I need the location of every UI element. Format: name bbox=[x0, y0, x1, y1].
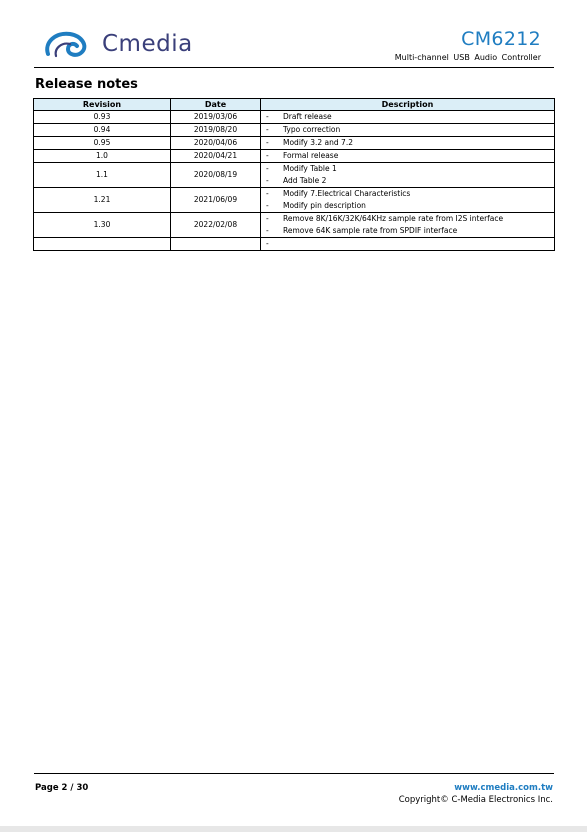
column-header-date: Date bbox=[171, 99, 261, 111]
date-cell: 2020/08/19 bbox=[171, 163, 261, 188]
description-cell bbox=[261, 111, 555, 124]
description-cell bbox=[261, 213, 555, 238]
description-text: Remove 64K sample rate from SPDIF interface bbox=[283, 226, 458, 235]
description-cell bbox=[261, 163, 555, 188]
logo-text: Cmedia bbox=[102, 31, 193, 57]
page-bottom-edge bbox=[0, 826, 587, 832]
description-item bbox=[266, 137, 554, 149]
website-link[interactable]: www.cmedia.com.tw bbox=[454, 783, 553, 793]
date-cell: 2019/03/06 bbox=[171, 111, 261, 124]
bullet-dash: - bbox=[266, 112, 269, 121]
description-cell bbox=[261, 137, 555, 150]
table-row bbox=[34, 137, 555, 150]
revision-cell bbox=[34, 238, 171, 251]
revision-cell: 1.30 bbox=[34, 213, 171, 238]
description-text: Modify 7.Electrical Characteristics bbox=[283, 189, 411, 198]
description-item bbox=[266, 150, 554, 162]
description-text: Formal release bbox=[283, 151, 339, 160]
description-item bbox=[266, 188, 554, 200]
column-header-description: Description bbox=[261, 99, 555, 111]
release-notes-table bbox=[33, 98, 555, 251]
table-row bbox=[34, 213, 555, 238]
description-item bbox=[266, 200, 554, 212]
description-cell bbox=[261, 150, 555, 163]
description-text: Typo correction bbox=[283, 125, 341, 134]
table-row bbox=[34, 124, 555, 137]
description-item bbox=[266, 225, 554, 237]
product-description: Multi-channel USB Audio Controller bbox=[394, 53, 541, 62]
revision-cell: 1.21 bbox=[34, 188, 171, 213]
footer-divider bbox=[34, 773, 554, 774]
table-row bbox=[34, 188, 555, 213]
bullet-dash: - bbox=[266, 164, 269, 173]
revision-cell: 1.0 bbox=[34, 150, 171, 163]
bullet-dash: - bbox=[266, 138, 269, 147]
column-header-revision: Revision bbox=[34, 99, 171, 111]
date-cell: 2022/02/08 bbox=[171, 213, 261, 238]
cmedia-swirl-icon bbox=[42, 28, 100, 62]
page-number: Page 2 / 30 bbox=[35, 783, 89, 793]
revision-cell: 1.1 bbox=[34, 163, 171, 188]
date-cell: 2020/04/21 bbox=[171, 150, 261, 163]
description-item bbox=[266, 175, 554, 187]
date-cell: 2021/06/09 bbox=[171, 188, 261, 213]
table-header-row bbox=[34, 99, 555, 111]
date-cell: 2020/04/06 bbox=[171, 137, 261, 150]
description-cell bbox=[261, 188, 555, 213]
description-item bbox=[266, 163, 554, 175]
description-cell bbox=[261, 238, 555, 251]
description-text: Modify 3.2 and 7.2 bbox=[283, 138, 353, 147]
description-item bbox=[266, 111, 554, 123]
bullet-dash: - bbox=[266, 176, 269, 185]
revision-cell: 0.94 bbox=[34, 124, 171, 137]
bullet-dash: - bbox=[266, 151, 269, 160]
description-text: Modify Table 1 bbox=[283, 164, 337, 173]
bullet-dash: - bbox=[266, 214, 269, 223]
section-title: Release notes bbox=[35, 77, 138, 92]
description-item bbox=[266, 238, 554, 250]
table-body bbox=[34, 111, 555, 251]
revision-cell: 0.95 bbox=[34, 137, 171, 150]
bullet-dash: - bbox=[266, 125, 269, 134]
header-divider bbox=[34, 67, 554, 68]
description-cell bbox=[261, 124, 555, 137]
revision-cell: 0.93 bbox=[34, 111, 171, 124]
bullet-dash: - bbox=[266, 239, 269, 248]
table-row bbox=[34, 150, 555, 163]
table-row bbox=[34, 163, 555, 188]
description-text: Modify pin description bbox=[283, 201, 366, 210]
description-item bbox=[266, 124, 554, 136]
date-cell: 2019/08/20 bbox=[171, 124, 261, 137]
bullet-dash: - bbox=[266, 201, 269, 210]
date-cell bbox=[171, 238, 261, 251]
table-row bbox=[34, 111, 555, 124]
description-text: Add Table 2 bbox=[283, 176, 327, 185]
bullet-dash: - bbox=[266, 226, 269, 235]
bullet-dash: - bbox=[266, 189, 269, 198]
product-code: CM6212 bbox=[461, 28, 541, 50]
cmedia-logo bbox=[42, 28, 192, 62]
description-item bbox=[266, 213, 554, 225]
description-text: Remove 8K/16K/32K/64KHz sample rate from I2S interface bbox=[283, 214, 504, 223]
copyright-text: Copyright© C-Media Electronics Inc. bbox=[398, 795, 553, 805]
table-row bbox=[34, 238, 555, 251]
description-text: Draft release bbox=[283, 112, 332, 121]
